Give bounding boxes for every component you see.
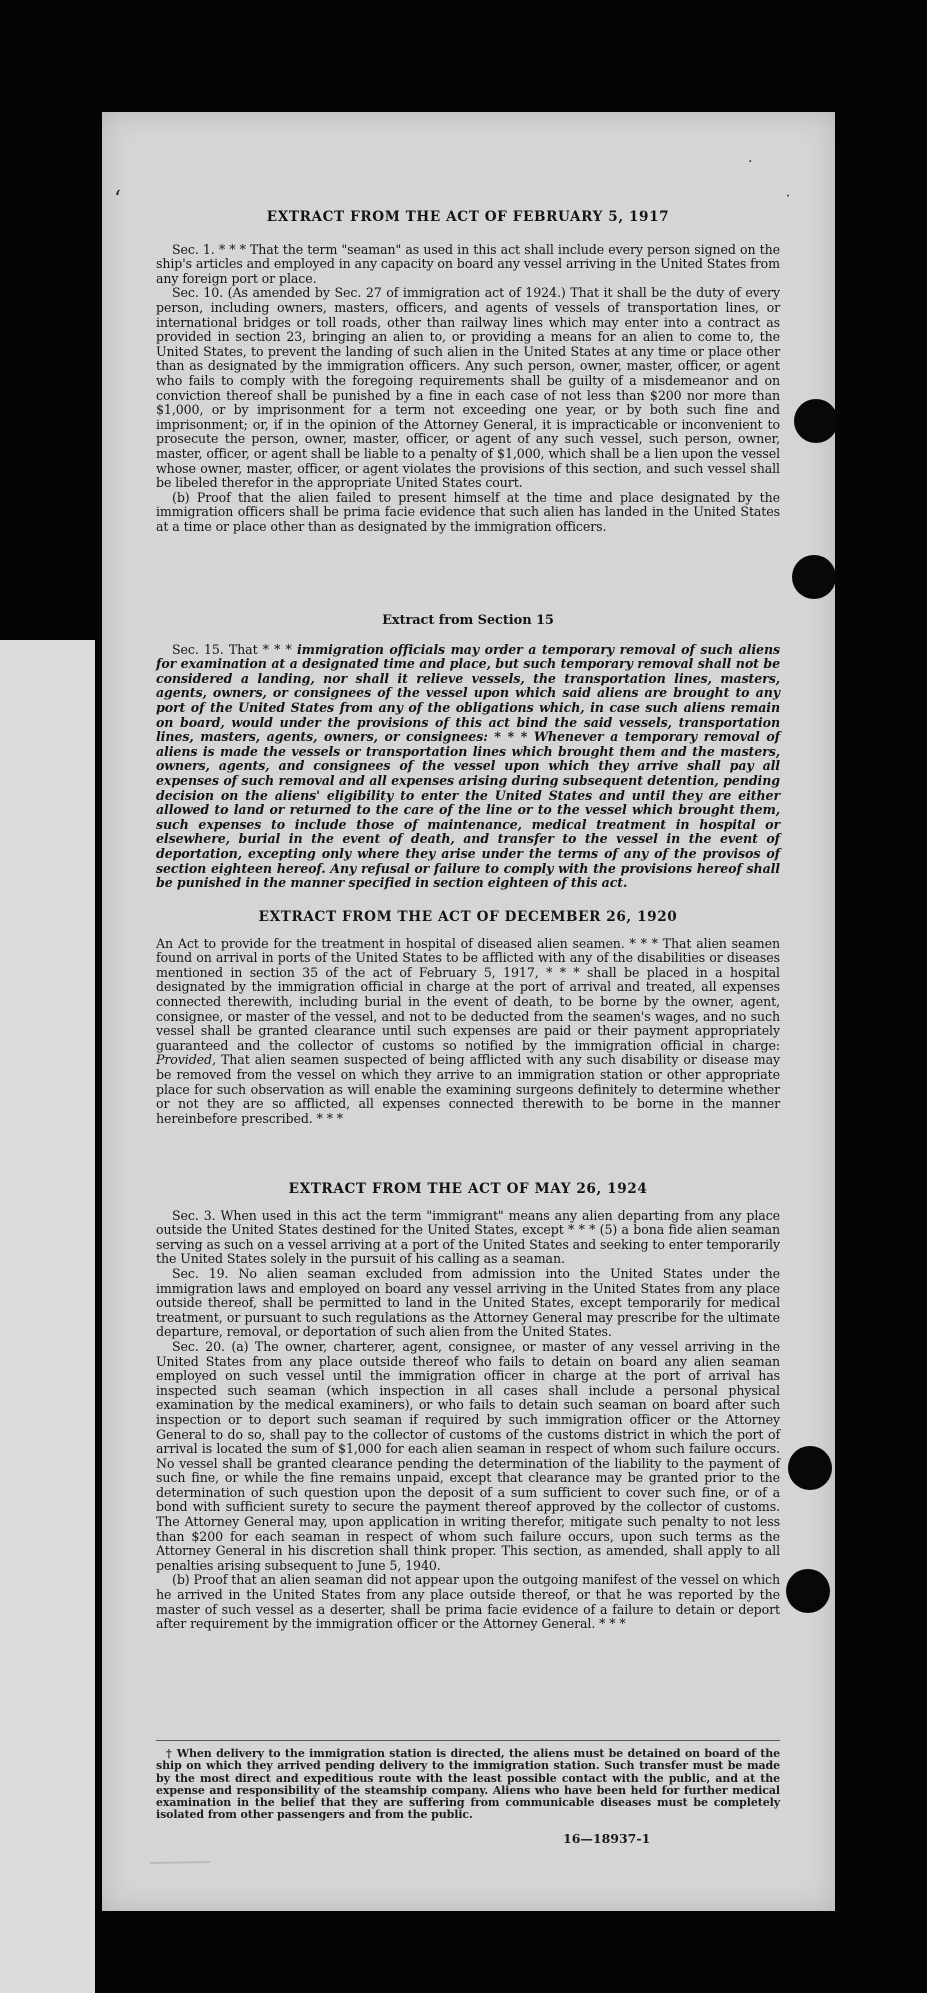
paragraph xyxy=(156,643,780,891)
footnote-text: † When delivery to the immigration station is directed, the aliens must be detained on board of the ship on which they arrived pending delivery to the immigration station. Such transfer must be made by the most direct and expeditious route with the least possible contact with the public, and at the expense and responsibility of the steamship company. Aliens who have been held for further medical examination in the belief that they are suffering from communicable diseases must be completely isolated from other passengers and from the public. xyxy=(156,1747,780,1822)
paragraph: Sec. 19. No alien seaman excluded from admission into the United States under the immigration laws and employed on board any vessel arriving in the United States from any place outside thereof, shall be permitted to land in the United States, except temporarily for medical treatment, or pursuant to such regulations as the Attorney General may prescribe for the ultimate departure, removal, or deportation of such alien from the United States. xyxy=(156,1265,780,1340)
margin-mark: ʻ xyxy=(114,187,121,212)
form-number: 16—18937-1 xyxy=(563,1831,651,1846)
paragraph: Sec. 20. (a) The owner, charterer, agent, consignee, or master of any vessel arriving in the United States from any place outside thereof who fails to detain on board any alien seaman employed on such vessel until the immigration officer in charge at the port of arrival has inspected such seaman (which inspection in all cases shall include a personal physical examination by the medical examiners), or who fails to detain such seaman on board after such inspection or to deport such seaman if required by such immigration officer or the Attorney General to do so, shall pay to the collector of customs of the customs district in which the port of arrival is located the sum of $1,000 for each alien seaman in respect of whom such failure occurs. No vessel shall be granted clearance pending the determination of the liability to the payment of such fine, or while the fine remains unpaid, except that clearance may be granted prior to the determination of such question upon the deposit of a sum sufficient to cover such fine, or of a bond with sufficient surety to secure the payment thereof approved by the collector of customs. The Attorney General may, upon application in writing therefor, mitigate such penalty to not less than $200 for each seaman in respect of whom such failure occurs, upon such terms as the Attorney General in his discretion shall think proper. This section, as amended, shall apply to all penalties arising subsequent to June 5, 1940. xyxy=(156,1338,780,1573)
margin-mark: ˙ xyxy=(784,192,792,211)
faint-stamp xyxy=(150,1857,230,1867)
section-heading: EXTRACT FROM THE ACT OF DECEMBER 26, 1920 xyxy=(258,909,678,925)
document-page xyxy=(102,112,835,1911)
proviso-text: Provided, xyxy=(156,1052,216,1068)
punch-hole xyxy=(792,555,836,599)
section-act-1917 xyxy=(156,210,780,534)
footnote xyxy=(156,1740,780,1822)
paragraph: Sec. 10. (As amended by Sec. 27 of immigration act of 1924.) That it shall be the duty of every person, including owners, masters, officers, and agents of vessels of transportation lines, or international bridges or toll roads, other than railway lines which may enter into a contract as provided in section 23, bringing an alien to, or providing a means for an alien to come to, the United States, to prevent the landing of such alien in the United States at any time or place other than as designated by the immigration officers. Any such person, owner, master, officer, or agent who fails to comply with the foregoing requirements shall be guilty of a misdemeanor and on conviction thereof shall be punished by a fine in each case of not less than $200 nor more than $1,000, or by imprisonment for a term not exceeding one year, or by both such fine and imprisonment; or, if in the opinion of the Attorney General, it is impracticable or inconvenient to prosecute the person, owner, master, officer, or agent of any such vessel, such person, owner, master, officer, or agent shall be liable to a penalty of $1,000, which shall be a lien upon the vessel whose owner, master, officer, or agent violates the provisions of this section, and such vessel shall be libeled therefor in the appropriate United States court. xyxy=(156,285,780,491)
paragraph: (b) Proof that an alien seaman did not appear upon the outgoing manifest of the vessel on which he arrived in the United States from any place outside thereof, or that he was reported by the master of such vessel as a deserter, shall be prima facie evidence of a failure to detain or deport after requirement by the immigration officer or the Attorney General. * * * xyxy=(156,1572,780,1632)
paragraph: Sec. 1. * * * That the term "seaman" as used in this act shall include every person signed on the ship's articles and employed in any capacity on board any vessel arriving in the United States from any foreign port or place. xyxy=(156,241,780,286)
italic-text: immigration officials may order a temporary removal of such aliens for examination at a designated time and place, but such temporary removal shall not be considered a landing, nor shall it relieve vessels, the transportation lines, masters, agents, owners, or consignees of the vessel upon which said aliens are brought to any port of the United States from any of the obligations which, in case such aliens remain on board, would under the provisions of this act bind the said vessels, transportation lines, masters, agents, owners, or consignees: * * * Whenever a temporary removal of aliens is made the vessels or transportation lines which brought them and the masters, owners, agents, and consignees of the vessel upon which they arrive shall pay all expenses of such removal and all expenses arising during subsequent detention, pending decision on the aliens' eligibility to enter the United States and until they are either allowed to land or returned to the care of the line or to the vessel which brought them, such expenses to include those of maintenance, medical treatment in hospital or elsewhere, burial in the event of death, and transfer to the vessel in the event of deportation, excepting only where they arise under the terms of any of the provisos of section eighteen hereof. Any refusal or failure to comply with the provisions hereof shall be punished in the manner specified in section eighteen of this act. xyxy=(156,641,780,891)
section-extract-15 xyxy=(156,614,780,891)
paragraph-text: That alien seamen suspected of being afflicted with any such disability or disease may be removed from the vessel on which they arrive to an immigration station or other appropriate place for such observation as will enable the examining surgeons definitely to determine whether or not they are so afflicted, all expenses connected therewith to be borne in the manner hereinbefore prescribed. * * * xyxy=(156,1052,780,1126)
section-lead: Sec. 15. That * * * xyxy=(172,641,292,657)
paragraph xyxy=(156,937,780,1127)
section-heading: EXTRACT FROM THE ACT OF FEBRUARY 5, 1917 xyxy=(266,209,670,225)
section-act-1924 xyxy=(156,1182,780,1632)
adjacent-page-strip xyxy=(0,640,95,1993)
paragraph: (b) Proof that the alien failed to present himself at the time and place designated by the immigration officers shall be prima facie evidence that such alien has landed in the United States at a time or place other than as designated by the immigration officers. xyxy=(156,489,780,534)
punch-hole xyxy=(794,399,838,443)
punch-hole xyxy=(786,1569,830,1613)
section-act-1920 xyxy=(156,910,780,1126)
section-heading: EXTRACT FROM THE ACT OF MAY 26, 1924 xyxy=(288,1181,648,1197)
section-heading: Extract from Section 15 xyxy=(382,613,554,628)
paragraph: Sec. 3. When used in this act the term "immigrant" means any alien departing from any place outside the United States destined for the United States, except * * * (5) a bona fide alien seaman serving as such on a vessel arriving at a port of the United States and seeking to enter temporarily the United States solely in the pursuit of his calling as a seaman. xyxy=(156,1207,780,1267)
paragraph-text: An Act to provide for the treatment in hospital of diseased alien seamen. * * * That alien seamen found on arrival in ports of the United States to be afflicted with any of the disabilities or diseases mentioned in section 35 of the act of February 5, 1917, * * * shall be placed in a hospital designated by the immigration official in charge at the port of arrival and treated, all expenses connected therewith, including burial in the event of death, to be borne by the owner, agent, consignee, or master of the vessel, and not to be deducted from the seamen's wages, and no such vessel shall be granted clearance until such expenses are paid or their payment appropriately guaranteed and the collector of customs so notified by the immigration official in charge: xyxy=(156,935,780,1053)
margin-mark: · xyxy=(748,154,753,170)
punch-hole xyxy=(788,1446,832,1490)
